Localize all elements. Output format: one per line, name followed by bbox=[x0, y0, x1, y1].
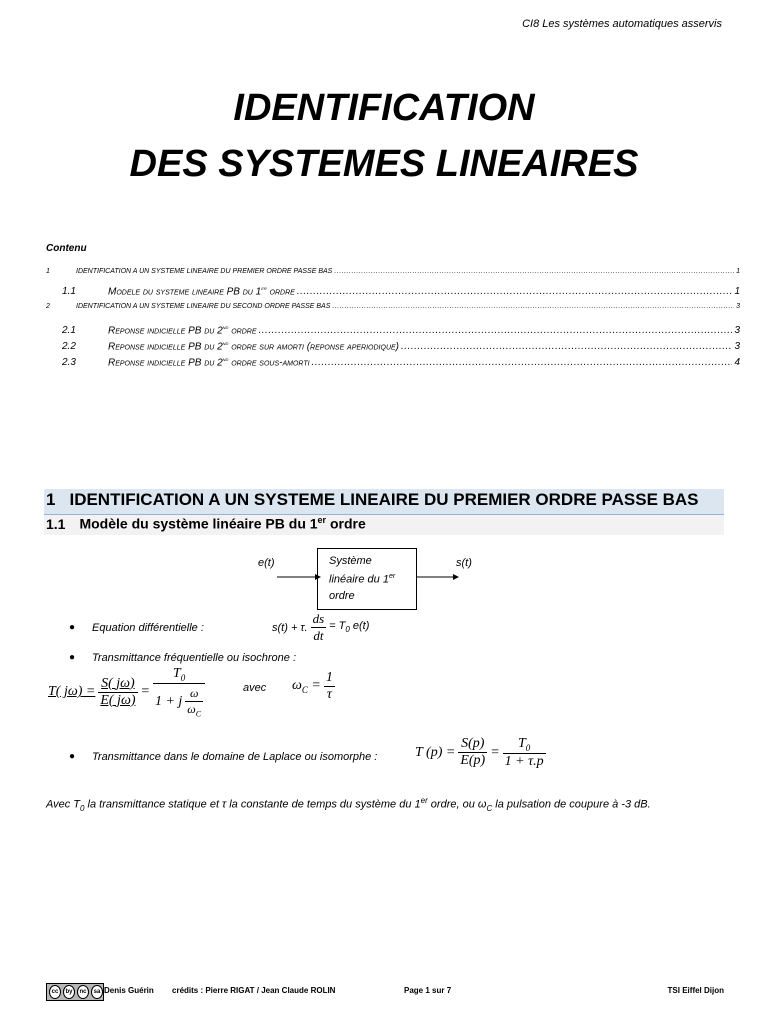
cc-icon: cc bbox=[49, 985, 61, 999]
derivative-fraction: $\frac{ds}{dt}$ bbox=[312, 611, 325, 643]
toc-entry-number: 2.2 bbox=[62, 341, 76, 353]
toc-entry-number: 2.3 bbox=[62, 357, 76, 369]
subsection-1-1-heading: 1.1 Modèle du système linéaire PB du 1er ordre bbox=[46, 515, 366, 532]
definitions-sentence: Avec $T_0$ la transmittance statique et τ la constante de temps du système du 1er ordre, ou $\omega_C$ la pulsation de coupure à -3 dB. bbox=[46, 796, 651, 813]
toc-entry-text: IDENTIFICATION A UN SYSTEME LINEAIRE DU PREMIER ORDRE PASSE BAS bbox=[76, 268, 333, 275]
laplace-transmittance-label: Transmittance dans le domaine de Laplace ou isomorphe : bbox=[92, 751, 378, 763]
differential-equation: s(t) + τ. $\frac{ds}{dt}$ = $T_0$ e(t) bbox=[272, 611, 370, 643]
toc-entry-1-1[interactable] bbox=[46, 281, 740, 297]
toc-entry-number: 2.1 bbox=[62, 325, 76, 337]
toc-entry-2-2[interactable] bbox=[46, 336, 740, 352]
frequency-transmittance-formula: T( jω) = $\frac{S( j\omega)}{E( j\omega)}$ = $T_0$ 1 + j $\frac{\omega}{\omega_C}$ bbox=[48, 666, 205, 718]
cutoff-frequency-formula: $\omega_C$ = $\frac{1}{\tau}$ bbox=[292, 670, 333, 702]
footer-page-number: Page 1 sur 7 bbox=[404, 986, 452, 995]
subsection-number: 1.1 bbox=[46, 515, 66, 532]
section-1-heading bbox=[46, 490, 699, 510]
share-alike-icon: sa bbox=[91, 985, 103, 999]
avec-label: avec bbox=[243, 682, 267, 694]
toc-leader-dots bbox=[401, 339, 732, 355]
table-of-contents bbox=[46, 243, 740, 368]
creative-commons-license-icon[interactable] bbox=[46, 983, 104, 1001]
toc-entry-page: 1 bbox=[734, 286, 740, 298]
toc-entry-number: 2 bbox=[46, 303, 50, 310]
formula-ratio: $\frac{S( j\omega)}{E( j\omega)}$ bbox=[100, 675, 136, 708]
system-block-label: Système linéaire du 1er ordre bbox=[329, 555, 396, 602]
running-header: CI8 Les systèmes automatiques asservis bbox=[522, 18, 722, 30]
toc-entry-page: 3 bbox=[736, 303, 740, 310]
formula-first-order: $T_0$ 1 + j $\frac{\omega}{\omega_C}$ bbox=[153, 666, 205, 718]
toc-entry-text: Reponse indicielle PB du 2nd ordre sous-amorti bbox=[108, 357, 310, 369]
title-line-1: IDENTIFICATION bbox=[233, 87, 535, 129]
non-commercial-icon: nc bbox=[77, 985, 89, 999]
bullet-dot: ● bbox=[69, 652, 76, 663]
toc-entry-text: Modele du systeme lineaire PB du 1er ordre bbox=[108, 286, 295, 298]
toc-entry-text: IDENTIFICATION A UN SYSTEME LINEAIRE DU SECOND ORDRE PASSE BAS bbox=[76, 303, 331, 310]
document-title bbox=[0, 80, 768, 192]
bullet-dot: ● bbox=[69, 751, 76, 762]
footer-school: TSI Eiffel Dijon bbox=[667, 986, 724, 995]
differential-equation-label: Equation différentielle : bbox=[92, 622, 204, 634]
laplace-transmittance-formula: T (p) = $\frac{S(p)}{E(p)}$ = $\frac{T_0}{1 + \tau.p}$ bbox=[415, 736, 544, 769]
section-title: IDENTIFICATION A UN SYSTEME LINEAIRE DU PREMIER ORDRE PASSE BAS bbox=[69, 490, 699, 509]
toc-entry-2[interactable] bbox=[46, 297, 740, 316]
toc-entry-2-3[interactable] bbox=[46, 352, 740, 368]
toc-leader-dots bbox=[332, 297, 734, 316]
bullet-dot: ● bbox=[69, 622, 76, 633]
toc-leader-dots bbox=[312, 355, 733, 371]
attribution-icon: by bbox=[63, 985, 75, 999]
input-signal-label: e(t) bbox=[258, 557, 275, 569]
toc-entry-page: 1 bbox=[736, 268, 740, 275]
toc-leader-dots bbox=[334, 262, 734, 281]
footer-author: Denis Guérin bbox=[104, 986, 154, 995]
page-footer bbox=[46, 986, 724, 1006]
toc-entry-1[interactable] bbox=[46, 262, 740, 281]
output-arrow-head bbox=[453, 574, 459, 580]
toc-heading: Contenu bbox=[46, 243, 87, 254]
toc-entry-text: Reponse indicielle PB du 2nd ordre bbox=[108, 325, 257, 337]
toc-entry-page: 4 bbox=[734, 357, 740, 369]
toc-entry-page: 3 bbox=[734, 341, 740, 353]
toc-entry-number: 1.1 bbox=[62, 286, 76, 298]
toc-entry-page: 3 bbox=[734, 325, 740, 337]
title-line-2: DES SYSTEMES LINEAIRES bbox=[129, 143, 639, 185]
output-signal-label: s(t) bbox=[456, 557, 472, 569]
toc-entry-text: Reponse indicielle PB du 2nd ordre sur amorti (reponse aperiodique) bbox=[108, 341, 399, 353]
formula-lhs: T( jω) = bbox=[48, 684, 96, 700]
toc-entry-2-1[interactable] bbox=[46, 320, 740, 336]
section-number: 1 bbox=[46, 490, 56, 509]
frequency-transmittance-label: Transmittance fréquentielle ou isochrone : bbox=[92, 652, 297, 664]
footer-credits: crédits : Pierre RIGAT / Jean Claude ROLIN bbox=[172, 986, 336, 995]
toc-entry-number: 1 bbox=[46, 268, 50, 275]
